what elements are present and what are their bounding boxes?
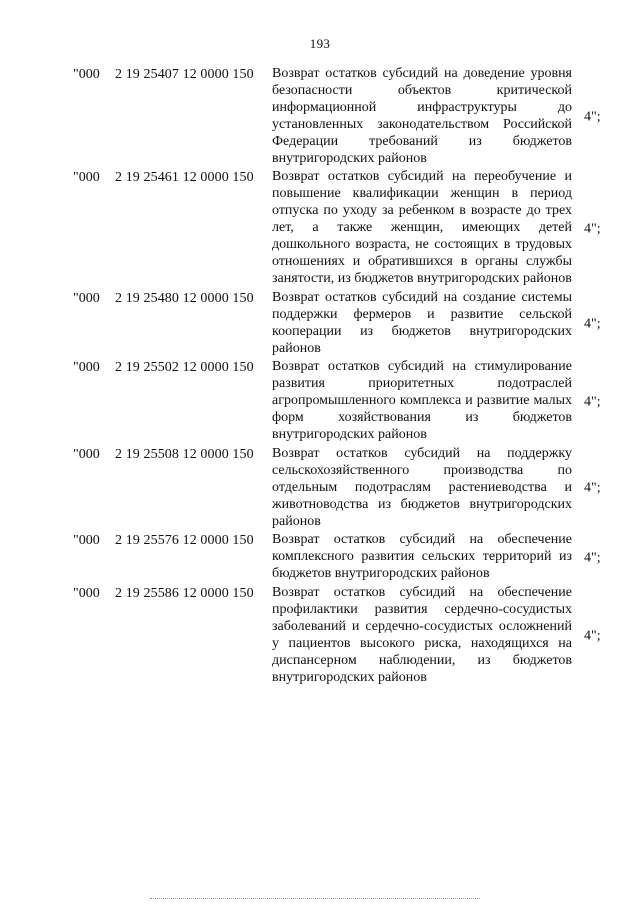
budget-classification-code: 2 19 25461 12 0000 150	[115, 170, 254, 186]
budget-classification-code: 2 19 25586 12 0000 150	[115, 586, 254, 602]
budget-classification-code: 2 19 25502 12 0000 150	[115, 360, 254, 376]
list-item	[0, 532, 640, 583]
admin-code: "000	[73, 67, 100, 82]
entry-description: Возврат остатков субсидий на обеспечение профилактики развития сердечно-сосудистых заболеваний и сердечно-сосудистых осложнений у пациентов высокого риска, находящихся на диспансерном наблюдении, из бюджетов внутригородских районов	[272, 585, 572, 685]
budget-classification-code: 2 19 25508 12 0000 150	[115, 446, 254, 462]
entry-description: Возврат остатков субсидий на обеспечение комплексного развития сельских территорий из бюджетов внутригородских районов	[272, 532, 572, 582]
admin-code: "000	[73, 446, 100, 462]
entry-suffix: 4";	[584, 109, 601, 125]
budget-classification-code: 2 19 25576 12 0000 150	[115, 533, 254, 549]
budget-classification-code: 2 19 25407 12 0000 150	[115, 67, 254, 82]
entry-suffix: 4";	[584, 628, 601, 644]
entry-description: Возврат остатков субсидий на доведение уровня безопасности объектов критической информационной инфраструктуры до установленных законодательством Российской Федерации требований из бюджетов внутригородских районов	[272, 66, 572, 166]
list-item	[0, 446, 640, 531]
list-item	[0, 66, 640, 167]
budget-code-list	[0, 66, 640, 689]
entry-suffix: 4";	[584, 480, 601, 496]
entry-description: Возврат остатков субсидий на создание системы поддержки фермеров и развитие сельской кооперации из бюджетов внутригородских районов	[272, 289, 572, 356]
list-item	[0, 585, 640, 686]
admin-code: "000	[73, 290, 100, 306]
entry-suffix: 4";	[584, 394, 601, 410]
scan-edge-line	[150, 898, 480, 900]
admin-code: "000	[73, 360, 100, 376]
budget-classification-code: 2 19 25480 12 0000 150	[115, 290, 254, 306]
list-item	[0, 290, 640, 358]
entry-suffix: 4";	[584, 550, 601, 566]
entry-suffix: 4";	[584, 316, 601, 332]
entry-suffix: 4";	[584, 221, 601, 237]
entry-description: Возврат остатков субсидий на стимулирование развития приоритетных подотраслей агропромышленного комплекса и развитие малых форм хозяйствования из бюджетов внутригородских районов	[272, 359, 572, 443]
admin-code: "000	[73, 170, 100, 186]
admin-code: "000	[73, 533, 100, 549]
entry-description: Возврат остатков субсидий на поддержку сельскохозяйственного производства по отдельным подотраслям растениеводства и животноводства из бюджетов внутригородских районов	[272, 445, 572, 529]
entry-description: Возврат остатков субсидий на переобучение и повышение квалификации женщин в период отпуска по уходу за ребенком в возрасте до трех лет, а также женщин, имеющих детей дошкольного возраста, не состоящих в трудовых отношениях и обратившихся в органы службы занятости, из бюджетов внутригородских районов	[272, 169, 572, 286]
list-item	[0, 359, 640, 444]
admin-code: "000	[73, 586, 100, 602]
list-item	[0, 169, 640, 287]
page-number: 193	[309, 36, 331, 51]
